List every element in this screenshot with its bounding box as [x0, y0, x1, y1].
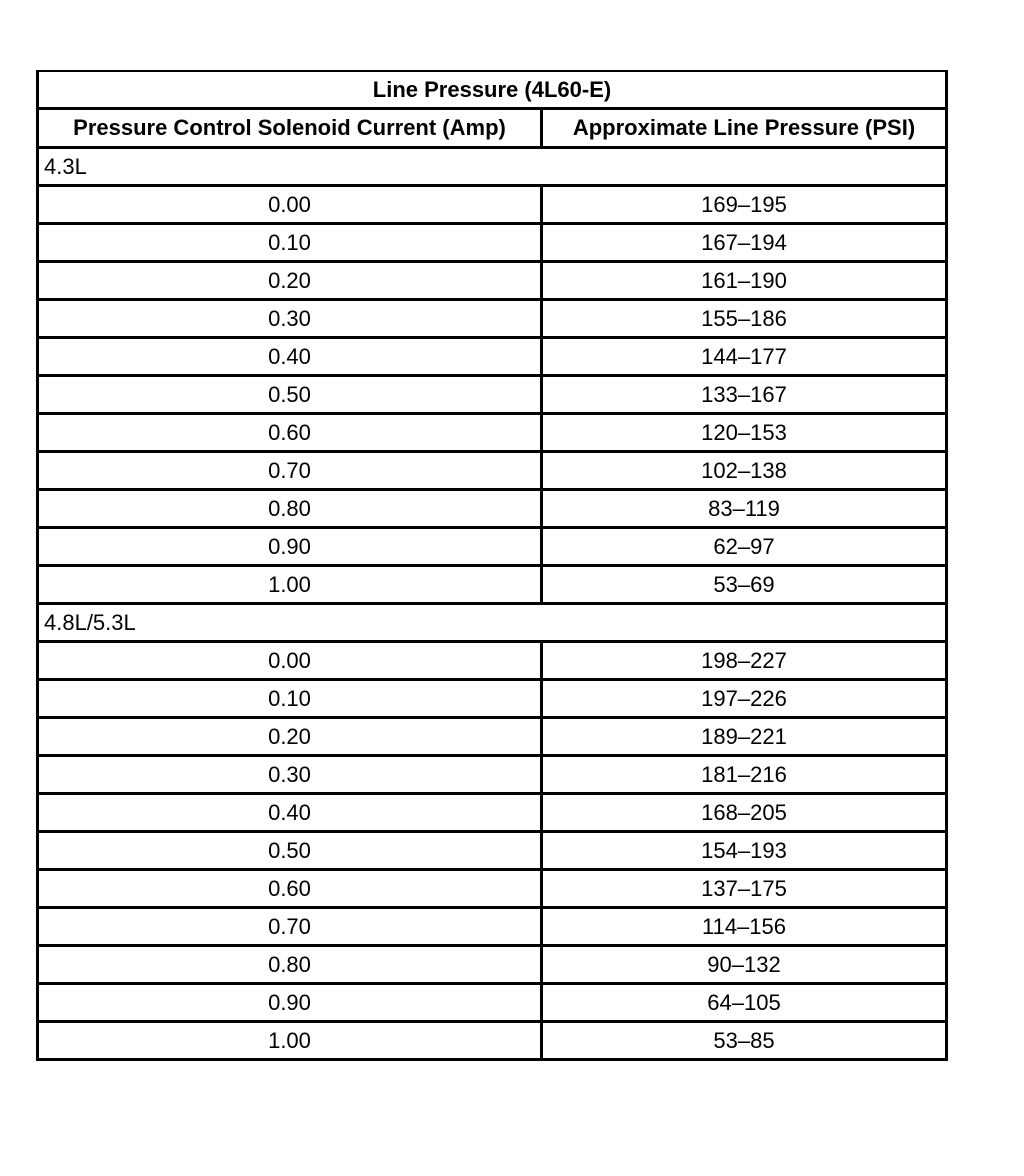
table-row — [38, 908, 947, 946]
table-title: Line Pressure (4L60-E) — [38, 71, 947, 109]
current-cell: 0.20 — [38, 718, 542, 756]
current-cell: 0.70 — [38, 452, 542, 490]
header-line-pressure: Approximate Line Pressure (PSI) — [542, 109, 947, 148]
current-cell: 0.60 — [38, 870, 542, 908]
pressure-cell: 198–227 — [542, 642, 947, 680]
pressure-cell: 120–153 — [542, 414, 947, 452]
current-cell: 0.50 — [38, 832, 542, 870]
pressure-cell: 53–85 — [542, 1022, 947, 1060]
current-cell: 0.60 — [38, 414, 542, 452]
current-cell: 0.30 — [38, 300, 542, 338]
pressure-cell: 144–177 — [542, 338, 947, 376]
pressure-cell: 53–69 — [542, 566, 947, 604]
pressure-cell: 154–193 — [542, 832, 947, 870]
table-header-row — [38, 109, 947, 148]
table-row — [38, 186, 947, 224]
pressure-cell: 161–190 — [542, 262, 947, 300]
current-cell: 0.80 — [38, 946, 542, 984]
current-cell: 0.00 — [38, 642, 542, 680]
current-cell: 0.90 — [38, 984, 542, 1022]
table-row — [38, 224, 947, 262]
table-row — [38, 1022, 947, 1060]
current-cell: 0.00 — [38, 186, 542, 224]
table-row — [38, 984, 947, 1022]
table-row — [38, 414, 947, 452]
pressure-cell: 133–167 — [542, 376, 947, 414]
pressure-cell: 62–97 — [542, 528, 947, 566]
pressure-cell: 197–226 — [542, 680, 947, 718]
current-cell: 0.50 — [38, 376, 542, 414]
section-label: 4.3L — [38, 148, 947, 186]
pressure-cell: 102–138 — [542, 452, 947, 490]
table-row — [38, 528, 947, 566]
line-pressure-table — [36, 70, 948, 1061]
pressure-cell: 169–195 — [542, 186, 947, 224]
current-cell: 0.40 — [38, 794, 542, 832]
table-row — [38, 718, 947, 756]
table-row — [38, 642, 947, 680]
table-row — [38, 452, 947, 490]
table-row — [38, 756, 947, 794]
table-row — [38, 376, 947, 414]
table-row — [38, 300, 947, 338]
pressure-cell: 114–156 — [542, 908, 947, 946]
current-cell: 0.80 — [38, 490, 542, 528]
header-solenoid-current: Pressure Control Solenoid Current (Amp) — [38, 109, 542, 148]
pressure-cell: 155–186 — [542, 300, 947, 338]
current-cell: 0.90 — [38, 528, 542, 566]
current-cell: 1.00 — [38, 566, 542, 604]
table-row — [38, 262, 947, 300]
table-row — [38, 566, 947, 604]
section-row — [38, 604, 947, 642]
table-row — [38, 680, 947, 718]
pressure-cell: 83–119 — [542, 490, 947, 528]
current-cell: 0.10 — [38, 224, 542, 262]
pressure-cell: 90–132 — [542, 946, 947, 984]
table-row — [38, 338, 947, 376]
pressure-cell: 137–175 — [542, 870, 947, 908]
section-row — [38, 148, 947, 186]
current-cell: 0.70 — [38, 908, 542, 946]
current-cell: 0.10 — [38, 680, 542, 718]
table-title-row — [38, 71, 947, 109]
current-cell: 0.40 — [38, 338, 542, 376]
current-cell: 1.00 — [38, 1022, 542, 1060]
section-label: 4.8L/5.3L — [38, 604, 947, 642]
pressure-cell: 167–194 — [542, 224, 947, 262]
table-row — [38, 794, 947, 832]
table-row — [38, 946, 947, 984]
current-cell: 0.30 — [38, 756, 542, 794]
current-cell: 0.20 — [38, 262, 542, 300]
pressure-cell: 181–216 — [542, 756, 947, 794]
table-row — [38, 490, 947, 528]
table-row — [38, 870, 947, 908]
pressure-cell: 64–105 — [542, 984, 947, 1022]
table-row — [38, 832, 947, 870]
pressure-cell: 189–221 — [542, 718, 947, 756]
pressure-cell: 168–205 — [542, 794, 947, 832]
